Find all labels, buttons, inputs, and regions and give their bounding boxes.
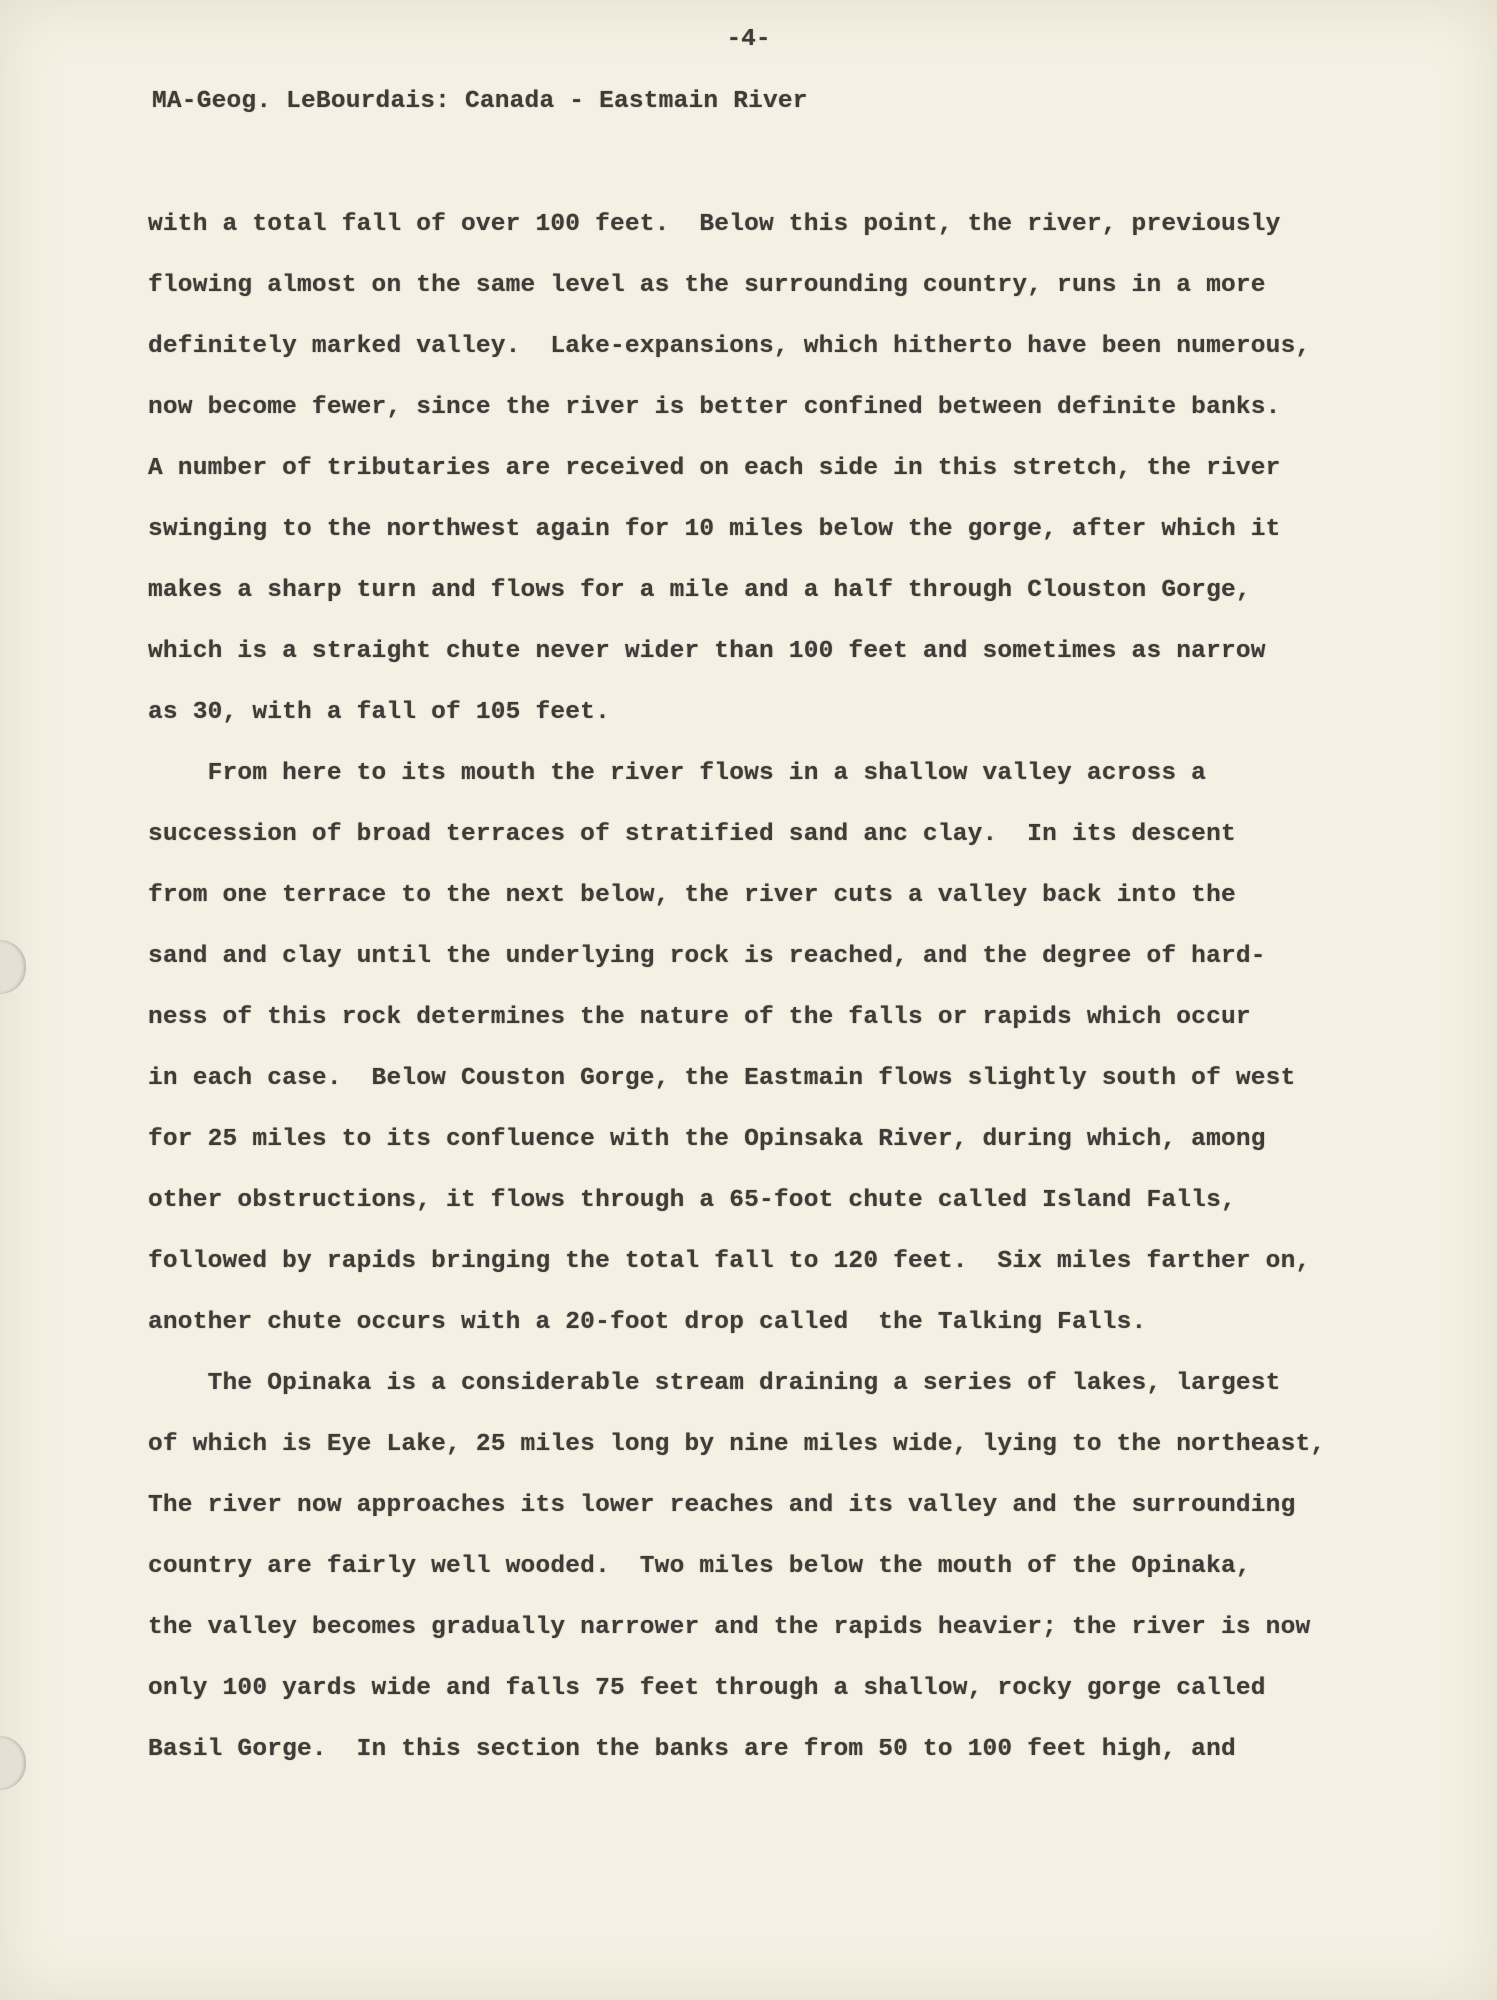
text-line: followed by rapids bringing the total fall to 120 feet. Six miles farther on, [148,1248,1311,1275]
text-line: definitely marked valley. Lake-expansions, which hitherto have been numerous, [148,333,1311,360]
text-line: From here to its mouth the river flows in a shallow valley across a [148,760,1207,787]
text-line: with a total fall of over 100 feet. Below this point, the river, previously [148,211,1281,238]
text-line: now become fewer, since the river is better confined between definite banks. [148,394,1281,421]
text-line: another chute occurs with a 20-foot drop called the Talking Falls. [148,1309,1147,1336]
text-line: in each case. Below Couston Gorge, the Eastmain flows slightly south of west [148,1065,1296,1092]
punch-hole-top [0,940,26,994]
text-line: only 100 yards wide and falls 75 feet through a shallow, rocky gorge called [148,1675,1266,1702]
text-line: The river now approaches its lower reaches and its valley and the surrounding [148,1492,1296,1519]
text-line: sand and clay until the underlying rock is reached, and the degree of hard- [148,943,1266,970]
text-line: succession of broad terraces of stratified sand anc clay. In its descent [148,821,1236,848]
punch-hole-bottom [0,1736,26,1790]
text-line: as 30, with a fall of 105 feet. [148,699,610,726]
text-line: Basil Gorge. In this section the banks are from 50 to 100 feet high, and [148,1736,1236,1763]
text-line: the valley becomes gradually narrower and the rapids heavier; the river is now [148,1614,1311,1641]
text-line: ness of this rock determines the nature of the falls or rapids which occur [148,1004,1251,1031]
text-line: of which is Eye Lake, 25 miles long by nine miles wide, lying to the northeast, [148,1431,1326,1458]
text-line: A number of tributaries are received on each side in this stretch, the river [148,455,1281,482]
text-line: which is a straight chute never wider than 100 feet and sometimes as narrow [148,638,1266,665]
text-line: country are fairly well wooded. Two miles below the mouth of the Opinaka, [148,1553,1251,1580]
text-line: The Opinaka is a considerable stream draining a series of lakes, largest [148,1370,1281,1397]
page-number: -4- [726,26,771,53]
text-line: from one terrace to the next below, the river cuts a valley back into the [148,882,1236,909]
text-line: other obstructions, it flows through a 65-foot chute called Island Falls, [148,1187,1236,1214]
text-line: makes a sharp turn and flows for a mile and a half through Clouston Gorge, [148,577,1251,604]
document-header: MA-Geog. LeBourdais: Canada - Eastmain River [152,88,808,115]
text-line: flowing almost on the same level as the surrounding country, runs in a more [148,272,1266,299]
text-line: swinging to the northwest again for 10 miles below the gorge, after which it [148,516,1281,543]
text-line: for 25 miles to its confluence with the Opinsaka River, during which, among [148,1126,1266,1153]
